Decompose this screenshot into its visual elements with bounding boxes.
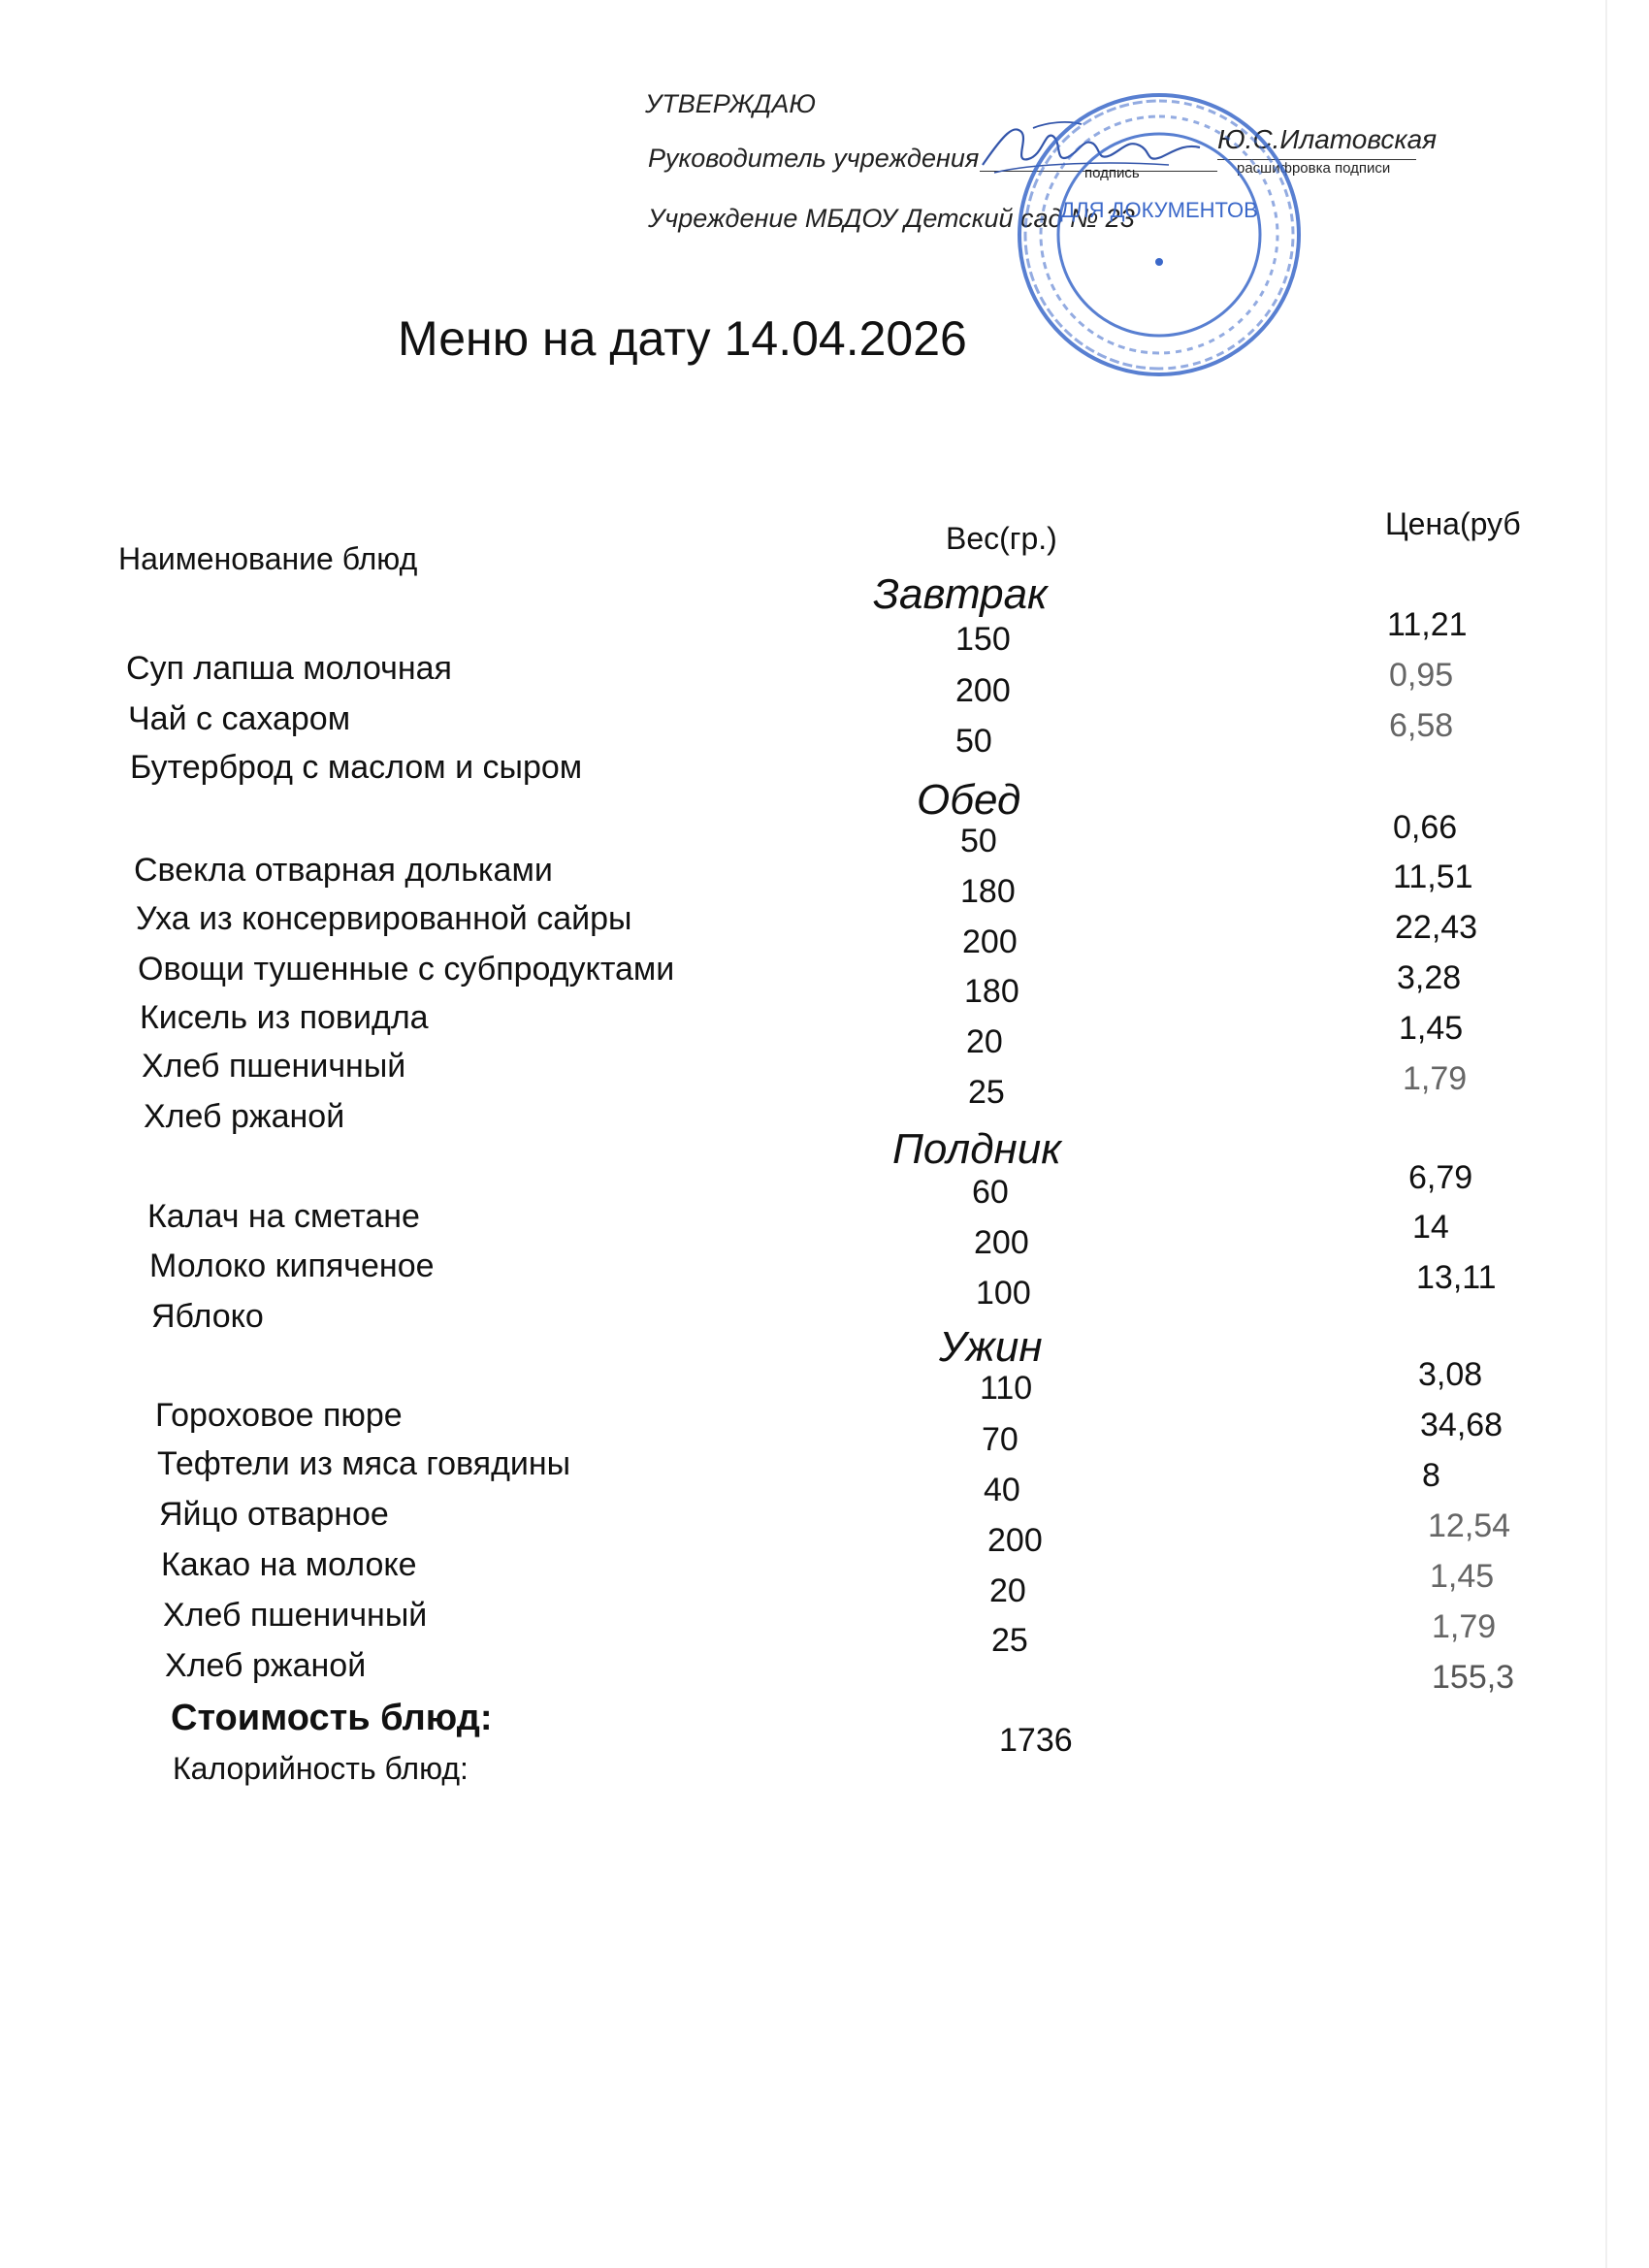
dish-name: Уха из консервированной сайры [136,900,632,937]
calories-value: 1736 [999,1722,1073,1759]
dish-weight: 180 [960,873,1016,910]
dish-price: 6,58 [1389,707,1454,744]
dish-name: Хлеб ржаной [144,1098,345,1135]
round-seal-stamp [1014,89,1305,380]
dish-weight: 200 [974,1224,1029,1261]
dish-name: Яблоко [151,1298,264,1335]
dish-price: 13,11 [1416,1259,1497,1296]
dish-price: 1,79 [1403,1060,1468,1097]
institution-line: Учреждение МБДОУ Детский сад № 23 [648,204,1135,233]
dish-name: Тефтели из мяса говядины [157,1445,571,1482]
dish-name: Суп лапша молочная [126,650,452,687]
dish-weight: 40 [984,1472,1020,1508]
dish-weight: 25 [968,1074,1005,1111]
dish-name: Какао на молоке [161,1546,417,1583]
dish-weight: 50 [955,723,992,760]
dish-price: 11,51 [1393,859,1473,895]
dish-weight: 50 [960,823,997,859]
dish-name: Овощи тушенные с субпродуктами [138,951,675,988]
dish-weight: 180 [964,973,1019,1010]
dish-weight: 150 [955,621,1011,658]
dish-name: Хлеб пшеничный [163,1597,428,1634]
dish-price: 8 [1422,1457,1440,1494]
approval-heading: УТВЕРЖДАЮ [645,89,816,118]
dish-weight: 200 [987,1522,1043,1559]
dish-weight: 100 [976,1275,1031,1312]
dish-weight: 200 [962,923,1018,960]
paper-fold-line [1605,0,1607,2268]
dish-price: 0,66 [1393,809,1458,846]
dish-price: 1,45 [1430,1558,1495,1595]
dish-name: Бутерброд с маслом и сыром [130,749,583,786]
dish-weight: 25 [991,1622,1028,1659]
dish-name: Яйцо отварное [159,1496,389,1533]
dish-weight: 20 [966,1023,1003,1060]
dish-price: 0,95 [1389,657,1454,694]
dish-price: 1,79 [1432,1608,1497,1645]
column-header-price: Цена(руб [1385,506,1521,541]
dish-price: 12,54 [1428,1507,1511,1544]
dish-price: 3,28 [1397,959,1462,996]
meal-heading-dinner: Ужин [939,1323,1043,1371]
dish-name: Чай с сахаром [128,700,351,737]
dish-weight: 110 [980,1370,1033,1407]
approval-position: Руководитель учреждения [648,144,980,173]
total-cost-value: 155,3 [1432,1659,1515,1696]
dish-name: Гороховое пюре [155,1397,403,1434]
meal-heading-breakfast: Завтрак [873,570,1048,618]
dish-weight: 60 [972,1174,1009,1211]
meal-heading-snack: Полдник [892,1125,1061,1173]
signature-caption: подпись [1084,165,1140,181]
name-caption: расшифровка подписи [1237,160,1391,177]
column-header-weight: Вес(гр.) [946,521,1057,556]
total-cost-label: Стоимость блюд: [171,1698,493,1738]
dish-price: 1,45 [1399,1010,1464,1047]
dish-weight: 70 [982,1421,1018,1458]
dish-price: 3,08 [1418,1356,1483,1393]
page-title: Меню на дату 14.04.2026 [398,311,967,366]
column-header-name: Наименование блюд [118,541,418,576]
dish-name: Хлеб пшеничный [142,1048,406,1085]
dish-name: Хлеб ржаной [165,1647,367,1684]
dish-weight: 200 [955,672,1011,709]
dish-name: Свекла отварная дольками [134,852,553,889]
dish-name: Калач на сметане [147,1198,420,1235]
dish-price: 6,79 [1408,1159,1473,1196]
dish-name: Кисель из повидла [140,999,429,1036]
calories-label: Калорийность блюд: [173,1751,469,1786]
dish-name: Молоко кипяченое [149,1247,435,1284]
meal-heading-lunch: Обед [917,776,1021,824]
dish-price: 11,21 [1387,606,1468,643]
stamp-text: ДЛЯ ДОКУМЕНТОВ [1060,198,1258,222]
dish-price: 34,68 [1420,1407,1504,1443]
dish-weight: 20 [989,1572,1026,1609]
dish-price: 14 [1412,1209,1449,1246]
dish-price: 22,43 [1395,909,1478,946]
signatory-name: Ю.С.Илатовская [1217,124,1438,154]
